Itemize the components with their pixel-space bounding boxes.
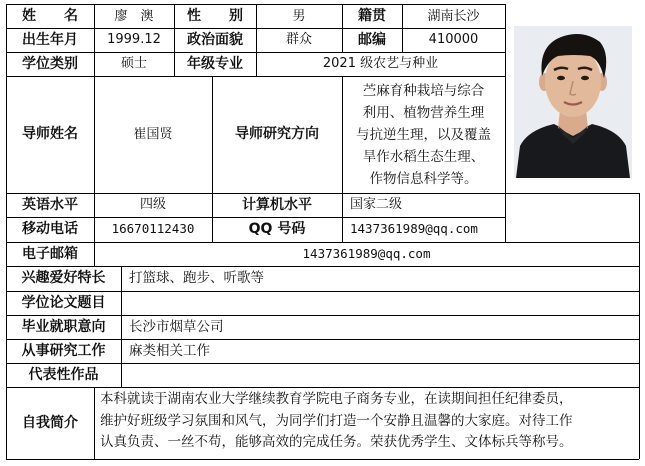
value-degree-type: 硕士 (120, 56, 147, 72)
label-name: 姓 名 (22, 8, 78, 25)
value-hometown: 湖南长沙 (427, 8, 480, 24)
label-advisor-field: 导师研究方向 (235, 126, 319, 143)
portrait-photo (514, 26, 632, 178)
value-email: 1437361989@qq.com (302, 245, 431, 261)
value-career: 长沙市烟草公司 (129, 318, 224, 335)
value-hobbies: 打篮球、跑步、听歌等 (129, 270, 264, 287)
label-birth: 出生年月 (22, 31, 78, 48)
label-degree-type: 学位类别 (22, 55, 78, 72)
value-advisor-name: 崔国贤 (133, 126, 173, 142)
label-advisor-name: 导师姓名 (22, 126, 78, 143)
value-political: 群众 (285, 32, 312, 48)
label-computer: 计算机水平 (242, 196, 312, 213)
value-birth: 1999.12 (107, 32, 161, 48)
label-english: 英语水平 (22, 196, 78, 213)
intro-line: 认真负责、一丝不苟，能够高效的完成任务。荣获优秀学生、文体标兵等称号。 (100, 434, 573, 451)
value-english: 四级 (139, 197, 166, 213)
label-hometown: 籍贯 (358, 8, 386, 25)
label-grade-major: 年级专业 (187, 55, 243, 72)
label-political: 政治面貌 (187, 31, 243, 48)
label-career: 毕业就职意向 (21, 318, 106, 335)
label-research-work: 从事研究工作 (21, 342, 106, 359)
intro-line: 本科就读于湖南农业大学继续教育学院电子商务专业，在读期间担任纪律委员， (100, 391, 573, 407)
value-mobile: 16670112430 (111, 221, 195, 237)
value-computer: 国家二级 (350, 197, 403, 213)
advisor-field-line: 作物信息科学等。 (369, 170, 478, 187)
advisor-field-line: 与抗逆生理，以及覆盖 (356, 126, 491, 143)
portrait-icon (514, 26, 632, 178)
label-qq: QQ 号码 (248, 221, 306, 238)
value-name: 廖 澳 (114, 8, 154, 24)
value-qq: 1437361989@qq.com (350, 221, 478, 237)
label-email: 电子邮箱 (22, 245, 78, 262)
value-advisor-field (342, 76, 505, 193)
value-intro (94, 387, 639, 459)
label-intro: 自我简介 (22, 414, 78, 431)
value-research-work: 麻类相关工作 (129, 342, 210, 359)
label-gender: 性 别 (187, 8, 243, 25)
label-postcode: 邮编 (358, 31, 386, 48)
value-grade-major: 2021 级农艺与种业 (322, 56, 439, 72)
label-thesis: 学位论文题目 (21, 294, 106, 311)
value-postcode: 410000 (428, 32, 479, 48)
label-hobbies: 兴趣爱好特长 (21, 270, 106, 287)
advisor-field-line: 苎麻育种栽培与综合 (362, 82, 485, 99)
label-representative: 代表性作品 (28, 366, 99, 383)
advisor-field-line: 旱作水稻生态生理、 (362, 148, 485, 165)
value-gender: 男 (292, 8, 306, 24)
value-thesis (121, 291, 639, 315)
label-mobile: 移动电话 (22, 221, 78, 238)
value-representative (121, 363, 639, 387)
intro-line: 维护好班级学习氛围和风气，为同学们打造一个安静且温馨的大家庭。对待工作 (100, 412, 573, 429)
advisor-field-line: 利用、植物营养生理 (362, 104, 485, 121)
